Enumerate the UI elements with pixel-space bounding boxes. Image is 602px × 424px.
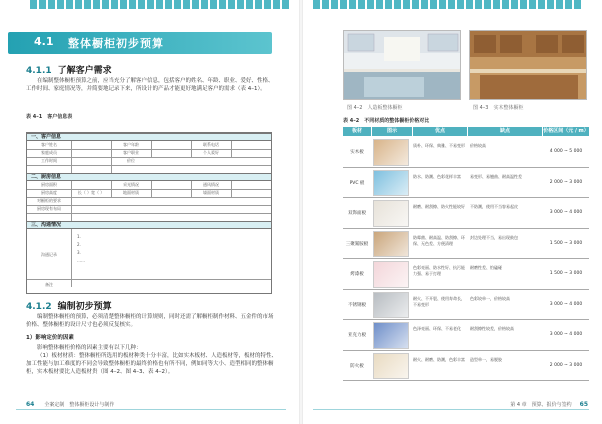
form-label: 个人爱好 xyxy=(203,150,219,155)
material-pros: 色彩亮丽、防水性好、抗污能力强、易于打理 xyxy=(413,265,465,276)
material-name: 三聚氰胺板 xyxy=(345,241,369,247)
table-row xyxy=(343,198,589,229)
form-label: 地面材质 xyxy=(123,190,139,195)
material-price: 4 000 ~ 5 000 xyxy=(549,149,583,155)
note-line: 3. xyxy=(77,250,81,255)
material-name: 实木板 xyxy=(350,150,364,156)
material-cons: 价格较高 xyxy=(470,143,486,148)
sub-text: （1）板材材质：整体橱柜所选用的板材种类十分丰富，比如实木板材、人造板材等，板材的特性、加工性能与加工难度的不同会导致整体橱柜的最终价格也有所不同，例如同等大小、造型相同的整体橱柜，实木板材要比人造板材贵（图 4–2、图 4–3、表 4–2）。 xyxy=(26,353,278,375)
material-sample-image xyxy=(373,292,409,319)
page-footer xyxy=(510,401,588,408)
material-name: 亚克力板 xyxy=(348,333,366,339)
note-line: …… xyxy=(77,258,85,263)
form-label: 厨房面积 xyxy=(41,182,57,187)
table-row xyxy=(343,137,589,168)
form-label: 家庭成员 xyxy=(41,150,57,155)
material-sample-image xyxy=(373,200,409,227)
form-group-header: 一、客户信息 xyxy=(27,133,271,141)
form-label: 沟通记录 xyxy=(41,252,57,257)
table-header: 板材 xyxy=(343,127,371,136)
material-price: 3 000 ~ 4 000 xyxy=(549,332,583,338)
note-line: 2. xyxy=(77,242,81,247)
table-row xyxy=(343,290,589,321)
sub-heading: 1）影响定价的因素 xyxy=(26,335,74,341)
form-label: 备注 xyxy=(45,282,53,287)
table-row xyxy=(343,259,589,290)
form-label: 采光情况 xyxy=(123,182,139,187)
section-text: 编制整体橱柜的预算，必须清楚整体橱柜的计算规则，同时还需了解橱柜制作材料、五金件的市场价格、整体橱柜的设计尺寸也必须反复核实。 xyxy=(26,314,274,328)
material-sample-image xyxy=(373,170,409,197)
material-cons: 耐磨性差、怕磕碰 xyxy=(470,265,502,270)
form-label: 联系电话 xyxy=(203,142,219,147)
table-caption: 表 4–2 不同材质的整体橱柜价格对比 xyxy=(343,118,430,124)
form-label: 客户年龄 xyxy=(123,142,139,147)
table-header: 优点 xyxy=(413,127,467,136)
material-name: PVC 板 xyxy=(349,180,365,186)
customer-info-form xyxy=(26,132,272,294)
running-title: 第 4 章 预算、报价与签约 xyxy=(510,402,572,408)
chapter-number: 4.1 xyxy=(34,35,54,48)
material-pros: 耐火、耐磨、防潮，色彩丰富 xyxy=(413,356,465,362)
section-title: 编制初步预算 xyxy=(57,302,112,312)
table-row xyxy=(343,351,589,382)
material-name: 烤漆板 xyxy=(350,272,364,278)
table-row xyxy=(343,229,589,260)
photo-manmade-board-kitchen xyxy=(343,30,461,100)
table-row xyxy=(343,320,589,351)
note-line: 1. xyxy=(77,234,81,239)
section-number: 4.1.2 xyxy=(26,302,52,312)
material-pros: 防霉菌、耐高温、防刮擦、环保、无色差、方便清理 xyxy=(413,234,465,246)
photo-solid-wood-kitchen xyxy=(469,30,587,100)
material-pros: 质朴、环保、典雅、不易变形 xyxy=(413,143,465,148)
left-page xyxy=(0,0,299,424)
material-price: 2 000 ~ 3 000 xyxy=(549,362,583,368)
form-value: 长（ ）宽（ ） xyxy=(77,190,105,195)
material-sample-image xyxy=(373,322,409,349)
material-price: 3 000 ~ 4 000 xyxy=(549,210,583,216)
material-cons: 色彩较单一，价格较高 xyxy=(470,295,510,301)
material-cons: 不防潮，使用不当容易起皮 xyxy=(470,204,518,209)
page-number: 65 xyxy=(579,401,588,408)
form-group-header: 二、厨房信息 xyxy=(27,173,271,181)
material-pros: 耐火、不开裂、使用寿命长，不易变形 xyxy=(413,295,465,307)
photo-caption: 图 4–3 实木整体橱柜 xyxy=(473,105,524,111)
table-row xyxy=(343,168,589,199)
section-number: 4.1.1 xyxy=(26,66,52,76)
material-sample-image xyxy=(373,139,409,166)
material-cons: 造型单一，易脱胶 xyxy=(470,356,502,362)
material-cons: 耐刮擦性较差，价格较高 xyxy=(470,326,514,331)
form-group-header: 三、沟通情况 xyxy=(27,221,271,229)
kitchen-photo xyxy=(470,31,587,100)
section-heading-4-1-2 xyxy=(26,299,112,312)
table-header: 缺点 xyxy=(468,127,542,136)
section-text: 在编制整体橱柜预算之前，应当充分了解客户信息，包括客户的姓名、年龄、职业、爱好、性格、工作时间、家庭情况等，并简要地记录下来，所设计的产品才能更好地满足客户的需求（表 4–1）。 xyxy=(26,78,274,92)
chapter-title-bar xyxy=(8,32,272,54)
material-pros: 耐磨、耐刮擦、防火性能较好 xyxy=(413,204,465,209)
material-price: 1 500 ~ 3 000 xyxy=(549,271,583,277)
material-name: 不锈钢板 xyxy=(348,302,366,308)
material-cons: 易变形、易翘曲、耐高温性差 xyxy=(470,173,522,179)
top-decoration xyxy=(313,0,583,9)
form-label: 工作时间 xyxy=(41,158,57,163)
kitchen-photo xyxy=(344,31,461,100)
material-name: 防火板 xyxy=(350,363,364,369)
form-label: 墙面材质 xyxy=(203,190,219,195)
form-label: 客户职业 xyxy=(123,150,139,155)
table-header: 价格区间（元 / m） xyxy=(543,128,589,134)
section-title: 了解客户需求 xyxy=(57,66,112,76)
material-pros: 色泽亮丽、环保、不易老化 xyxy=(413,326,461,331)
running-title: 全案定制 整体橱柜设计与制作 xyxy=(44,402,115,408)
top-decoration xyxy=(30,0,290,9)
sub-text: 影响整体橱柜价格的因素主要有以下几种： xyxy=(37,345,142,351)
form-label: 厨房高度 xyxy=(41,190,57,195)
material-sample-image xyxy=(373,261,409,288)
footer-rule xyxy=(16,409,286,410)
material-pros: 防水、防潮、色彩花样丰富 xyxy=(413,173,461,179)
material-cons: 封边处理不当，易出现鼓包 xyxy=(470,234,518,240)
form-label: 通风情况 xyxy=(203,182,219,187)
table-header: 图示 xyxy=(372,127,412,136)
form-label: 厨房现有布局 xyxy=(37,206,61,211)
chapter-title: 整体橱柜初步预算 xyxy=(68,37,164,50)
material-price: 3 000 ~ 4 000 xyxy=(549,301,583,307)
section-heading-4-1-1 xyxy=(26,63,112,76)
material-price: 1 500 ~ 3 000 xyxy=(549,240,583,246)
right-page xyxy=(303,0,602,424)
form-label: 价位 xyxy=(127,158,135,163)
page-number: 64 xyxy=(26,401,35,408)
form-label: 客户姓名 xyxy=(41,142,57,147)
page-footer xyxy=(26,401,114,408)
material-price: 2 000 ~ 3 000 xyxy=(549,179,583,185)
photo-caption: 图 4–2 人造板整体橱柜 xyxy=(347,105,403,111)
footer-rule xyxy=(313,409,589,410)
material-sample-image xyxy=(373,353,409,380)
form-label: 对橱柜的要求 xyxy=(37,198,61,203)
table-caption: 表 4–1 客户信息表 xyxy=(26,114,73,120)
material-sample-image xyxy=(373,231,409,258)
material-name: 双饰面板 xyxy=(348,211,366,217)
